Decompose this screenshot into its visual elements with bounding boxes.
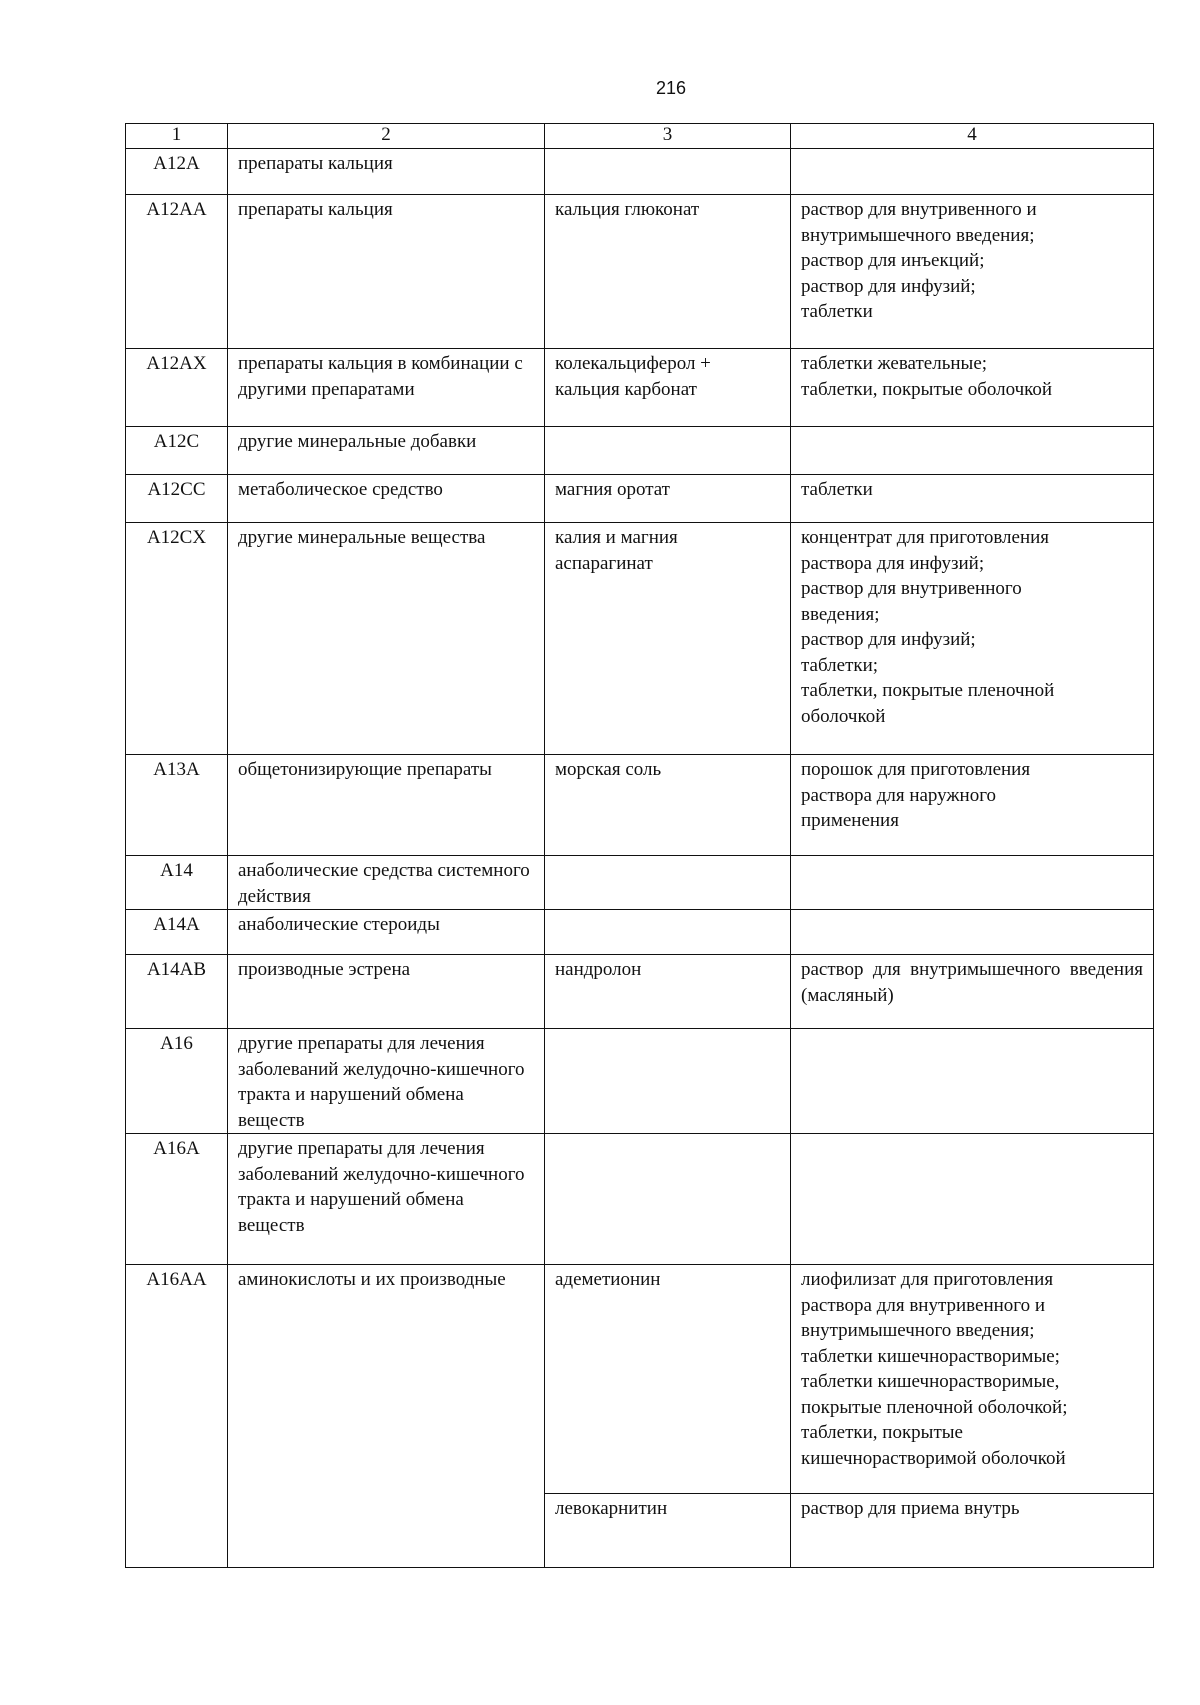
dosage-form-line: раствор для инфузий; (801, 275, 976, 297)
group-name: препараты кальция в комбинации с другими препаратами (228, 349, 545, 427)
substance-name: калия и магния аспарагинат (545, 523, 791, 755)
table-header-row (126, 124, 1154, 149)
atc-code: A12A (126, 149, 228, 195)
dosage-form-line: лиофилизат для приготовления (801, 1269, 1054, 1290)
dosage-form-line: применения (801, 810, 899, 831)
dosage-forms (791, 475, 1154, 523)
atc-code: A12AX (126, 349, 228, 427)
dosage-forms (791, 149, 1154, 195)
atc-code: A14 (126, 856, 228, 910)
atc-code: A14AB (126, 955, 228, 1029)
substance-name (545, 1029, 791, 1134)
group-name: анаболические средства системного действия (228, 856, 545, 910)
dosage-form-line: раствор для приема внутрь (801, 1498, 1020, 1519)
drug-table (125, 123, 1154, 1568)
dosage-form-line: таблетки, покрытые оболочкой (801, 378, 1053, 400)
dosage-form-line: внутримышечного введения; (801, 224, 1035, 246)
dosage-form-line: порошок для приготовления (801, 759, 1031, 780)
header-col-2: 2 (228, 124, 545, 149)
dosage-forms (791, 755, 1154, 856)
dosage-form-line: раствора для инфузий; (801, 552, 985, 574)
dosage-forms (791, 856, 1154, 910)
dosage-form-line: таблетки (801, 479, 873, 500)
dosage-forms (791, 1134, 1154, 1265)
substance-name (545, 910, 791, 955)
substance-name: адеметионин (545, 1265, 791, 1494)
dosage-form-line: таблетки жевательные; (801, 353, 988, 374)
group-name: препараты кальция (228, 149, 545, 195)
atc-code: A12C (126, 427, 228, 475)
substance-name (545, 427, 791, 475)
dosage-form-line: раствора для наружного (801, 784, 997, 806)
table-row (126, 195, 1154, 349)
substance-name: кальция глюконат (545, 195, 791, 349)
table-row (126, 955, 1154, 1029)
dosage-form-line: введения; (801, 603, 880, 625)
page-number: 216 (655, 78, 687, 98)
table-row (126, 427, 1154, 475)
dosage-form-line: концентрат для приготовления (801, 527, 1050, 548)
dosage-form-line: таблетки, покрытые (801, 1422, 963, 1443)
substance-name: магния оротат (545, 475, 791, 523)
group-name: другие минеральные добавки (228, 427, 545, 475)
atc-code: A16A (126, 1134, 228, 1265)
atc-code: A12AA (126, 195, 228, 349)
dosage-forms (791, 195, 1154, 349)
group-name: производные эстрена (228, 955, 545, 1029)
group-name: другие препараты для лечения заболеваний желудочно-кишечного тракта и нарушений обмена веществ (228, 1134, 545, 1265)
dosage-form-line: таблетки кишечнорастворимые; (801, 1345, 1060, 1367)
dosage-forms: раствор для внутримышечного введения (масляный) (791, 955, 1154, 1029)
dosage-forms (791, 427, 1154, 475)
dosage-forms (791, 349, 1154, 427)
substance-name: нандролон (545, 955, 791, 1029)
atc-code: A12CC (126, 475, 228, 523)
atc-code: A12CX (126, 523, 228, 755)
dosage-form-line: раствор для инъекций; (801, 250, 985, 271)
dosage-form-line: покрытые пленочной оболочкой; (801, 1396, 1068, 1418)
dosage-form-line: раствор для внутривенного и (801, 199, 1037, 220)
dosage-form-line: таблетки, покрытые пленочной (801, 680, 1055, 701)
substance-name (545, 149, 791, 195)
dosage-form-line: оболочкой (801, 705, 886, 727)
dosage-form-line: внутримышечного введения; (801, 1320, 1035, 1341)
dosage-form-line: кишечнорастворимой оболочкой (801, 1447, 1066, 1469)
header-col-1: 1 (126, 124, 228, 149)
substance-name (545, 1134, 791, 1265)
table-row (126, 475, 1154, 523)
group-name: анаболические стероиды (228, 910, 545, 955)
dosage-forms (791, 1494, 1154, 1568)
table-row (126, 1029, 1154, 1134)
group-name: препараты кальция (228, 195, 545, 349)
substance-name (545, 856, 791, 910)
table-body (126, 149, 1154, 1568)
table-row (126, 755, 1154, 856)
group-name: другие минеральные вещества (228, 523, 545, 755)
table-row (126, 349, 1154, 427)
dosage-form-line: таблетки; (801, 654, 879, 676)
dosage-forms (791, 523, 1154, 755)
table-row (126, 856, 1154, 910)
atc-code: A13A (126, 755, 228, 856)
dosage-form-line: раствора для внутривенного и (801, 1294, 1046, 1316)
substance-name: левокарнитин (545, 1494, 791, 1568)
group-name: метаболическое средство (228, 475, 545, 523)
table-row (126, 149, 1154, 195)
group-name: другие препараты для лечения заболеваний желудочно-кишечного тракта и нарушений обмена веществ (228, 1029, 545, 1134)
table-row (126, 523, 1154, 755)
dosage-form-line: раствор для инфузий; (801, 629, 976, 650)
table-row (126, 1265, 1154, 1494)
atc-code: A16AA (126, 1265, 228, 1568)
atc-code: A14A (126, 910, 228, 955)
dosage-form-line: таблетки кишечнорастворимые, (801, 1371, 1060, 1392)
substance-name: морская соль (545, 755, 791, 856)
group-name: общетонизирующие препараты (228, 755, 545, 856)
dosage-forms (791, 1029, 1154, 1134)
substance-name: колекальциферол + кальция карбонат (545, 349, 791, 427)
atc-code: A16 (126, 1029, 228, 1134)
dosage-forms (791, 910, 1154, 955)
dosage-form-line: таблетки (801, 301, 873, 322)
table-row (126, 1134, 1154, 1265)
header-col-3: 3 (545, 124, 791, 149)
table-row (126, 910, 1154, 955)
header-col-4: 4 (791, 124, 1154, 149)
group-name: аминокислоты и их производные (228, 1265, 545, 1568)
dosage-forms (791, 1265, 1154, 1494)
dosage-form-line: раствор для внутривенного (801, 578, 1022, 599)
